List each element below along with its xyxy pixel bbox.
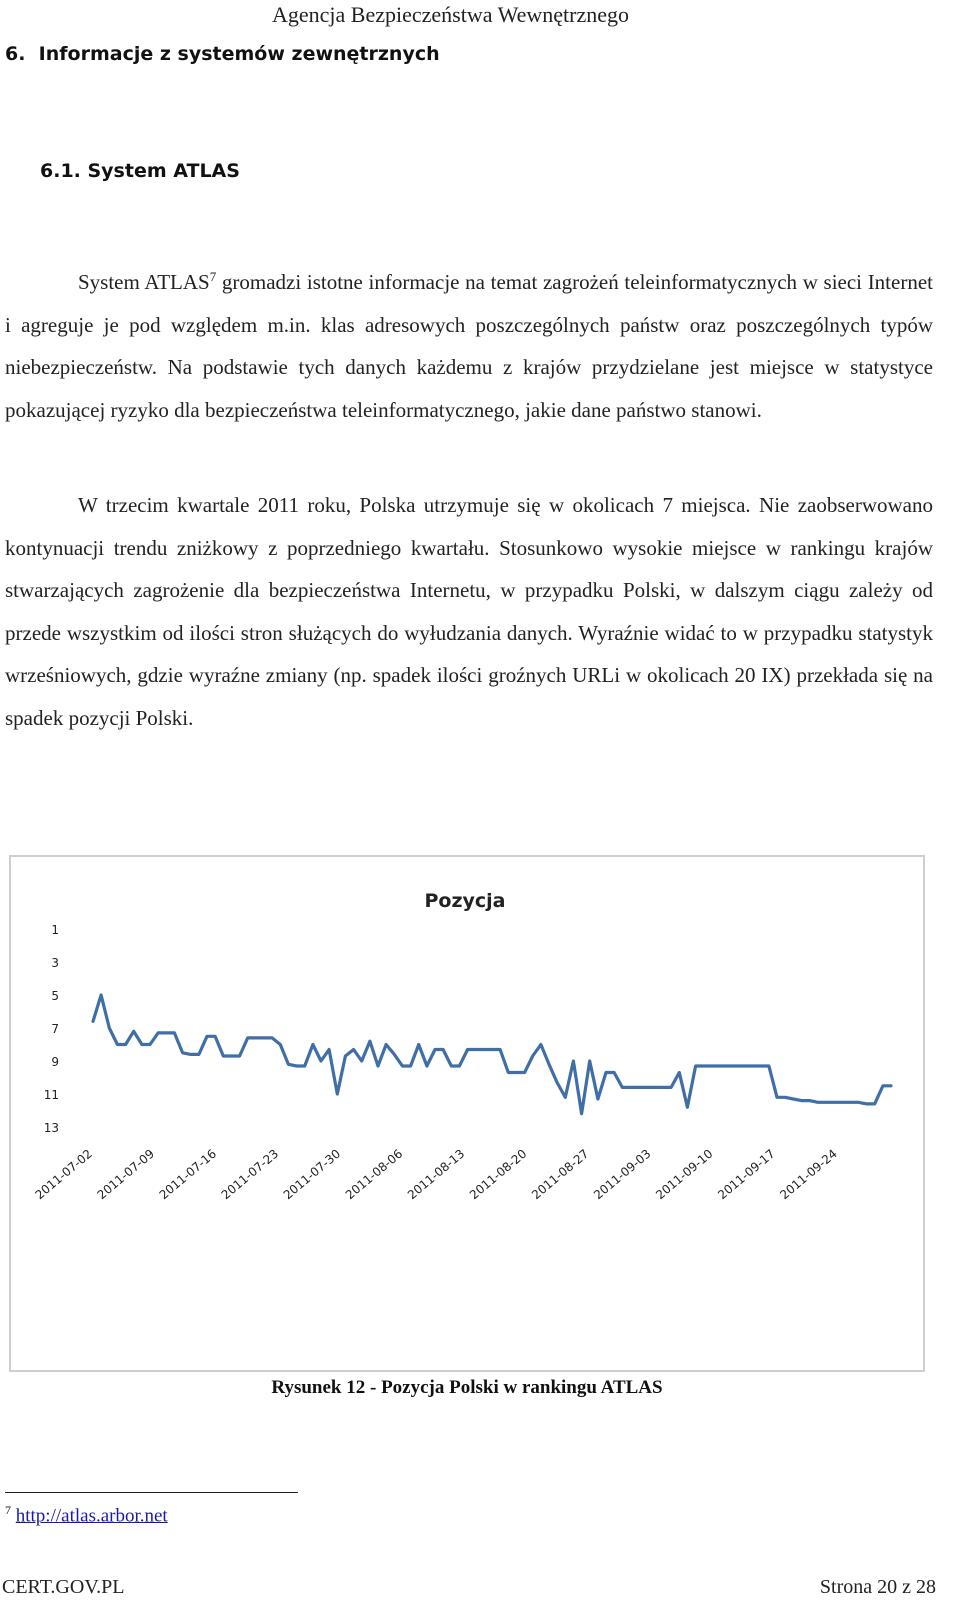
x-tick-label: 2011-09-03 <box>591 1146 654 1203</box>
paragraph-text: gromadzi istotne informacje na temat zagrożeń teleinformatycznych w sieci Internet i agreguje je pod względem m.in. klas adresowych poszczególnych państw oraz poszczególnych typów niebezpieczeństw. Na podstawie tych danych każdemu z krajów przydzielane jest miejsce w statystyce pokazującej ryzyko dla bezpieczeństwa teleinformatycznego, jakie dane państwo stanowi. <box>5 270 933 422</box>
x-tick-label: 2011-07-09 <box>94 1146 157 1203</box>
y-tick-label: 3 <box>51 956 59 970</box>
subsection-title: 6.1. System ATLAS <box>40 160 240 182</box>
paragraph-system-atlas <box>5 261 933 431</box>
footnote-link[interactable]: http://atlas.arbor.net <box>15 1505 168 1527</box>
x-tick-label: 2011-07-02 <box>32 1146 95 1203</box>
y-axis-ticks <box>44 923 59 1135</box>
y-tick-label: 11 <box>43 1088 59 1102</box>
y-tick-label: 9 <box>51 1055 59 1069</box>
chart-title: Pozycja <box>424 890 506 912</box>
paragraph-q3-2011 <box>5 484 933 739</box>
x-tick-label: 2011-07-30 <box>280 1146 344 1203</box>
x-tick-label: 2011-09-10 <box>653 1146 716 1203</box>
x-tick-label: 2011-09-24 <box>777 1146 840 1203</box>
y-tick-label: 7 <box>51 1022 59 1036</box>
series-pozycja <box>93 995 891 1114</box>
chart-frame <box>9 855 925 1372</box>
header-agency: Agencja Bezpieczeństwa Wewnętrznego <box>272 2 629 27</box>
paragraph-text: W trzecim kwartale 2011 roku, Polska utrzymuje się w okolicach 7 miejsca. Nie zaobserwowano kontynuacji trendu zniżkowy z poprzedniego kwartału. Stosunkowo wysokie miejsce w rankingu krajów stwarzających zagrożenie dla bezpieczeństwa Internetu, w przypadku Polski, w dalszym ciągu zależy od przede wszystkim od ilości stron służących do wyłudzania danych. Wyraźnie widać to w przypadku statystyk wrześniowych, gdzie wyraźne zmiany (np. spadek ilości groźnych URLi w okolicach 20 IX) przekłada się na spadek pozycji Polski. <box>5 493 933 730</box>
x-tick-label: 2011-08-06 <box>342 1146 406 1203</box>
figure-caption: Rysunek 12 - Pozycja Polski w rankingu ATLAS <box>271 1377 663 1398</box>
y-tick-label: 1 <box>51 923 59 937</box>
footer-left: CERT.GOV.PL <box>2 1576 125 1598</box>
footnote-number: 7 <box>5 1503 11 1517</box>
section-title: 6. Informacje z systemów zewnętrznych <box>5 43 440 65</box>
y-tick-label: 13 <box>43 1121 59 1135</box>
position-line-chart <box>11 857 923 1370</box>
footnote <box>5 1503 168 1527</box>
footnote-divider <box>5 1492 298 1493</box>
x-tick-label: 2011-07-16 <box>156 1146 220 1203</box>
x-tick-label: 2011-08-20 <box>466 1146 530 1203</box>
paragraph-lead: System ATLAS <box>78 270 210 294</box>
x-tick-label: 2011-08-27 <box>529 1146 592 1203</box>
series-line <box>93 995 891 1114</box>
footer-page-number: Strona 20 z 28 <box>819 1576 936 1598</box>
x-tick-label: 2011-08-13 <box>404 1146 468 1203</box>
x-tick-label: 2011-09-17 <box>715 1146 778 1203</box>
x-tick-label: 2011-07-23 <box>218 1146 282 1203</box>
y-tick-label: 5 <box>51 989 59 1003</box>
footnote-ref[interactable]: 7 <box>209 269 217 284</box>
x-axis-ticks <box>32 1147 839 1203</box>
